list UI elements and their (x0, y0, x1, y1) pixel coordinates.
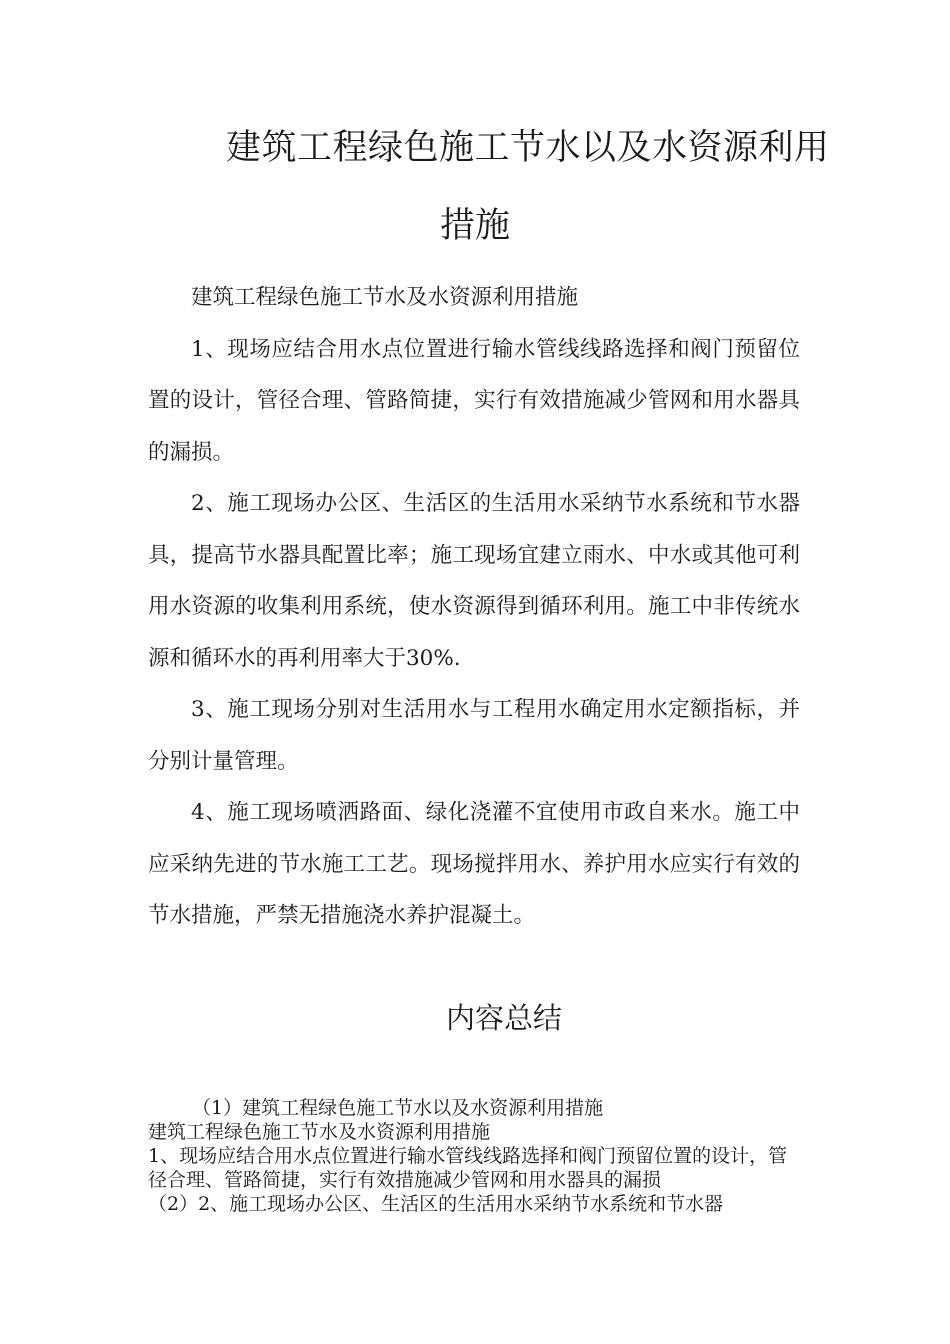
summary-heading: 内容总结 (446, 1001, 563, 1035)
body-paragraph: 1、现场应结合用水点位置进行输水管线线路选择和阀门预留位置的设计，管径合理、管路简捷，实行有效措施减少管网和用水器具的漏损。 (148, 336, 800, 465)
body-paragraph: 4、施工现场喷洒路面、绿化浇灌不宜使用市政自来水。施工中应采纳先进的节水施工工艺。现场搅拌用水、养护用水应实行有效的节水措施，严禁无措施浇水养护混凝土。 (148, 800, 800, 928)
summary-line: （1）建筑工程绿色施工节水以及水资源利用措施 (192, 1097, 604, 1119)
body-paragraph: 建筑工程绿色施工节水及水资源利用措施 (191, 285, 579, 310)
document-body (148, 272, 800, 942)
document-title-continuation: 措施 (440, 206, 511, 246)
body-paragraph: 3、施工现场分别对生活用水与工程用水确定用水定额指标，并分别计量管理。 (148, 697, 800, 774)
summary-block (148, 1096, 788, 1216)
summary-line: （2）2、施工现场办公区、生活区的生活用水采纳节水系统和节水器 (148, 1193, 724, 1215)
body-paragraph: 2、施工现场办公区、生活区的生活用水采纳节水系统和节水器具，提高节水器具配置比率；施工现场宜建立雨水、中水或其他可利用水资源的收集利用系统，使水资源得到循环利用。施工中非传统水源和循环水的再利用率大于30%. (148, 491, 800, 671)
summary-line: 建筑工程绿色施工节水及水资源利用措施 (148, 1121, 491, 1143)
summary-line: 1、现场应结合用水点位置进行输水管线线路选择和阀门预留位置的设计，管径合理、管路简捷，实行有效措施减少管网和用水器具的漏损 (148, 1145, 788, 1191)
document-title: 建筑工程绿色施工节水以及水资源利用 (226, 128, 830, 168)
